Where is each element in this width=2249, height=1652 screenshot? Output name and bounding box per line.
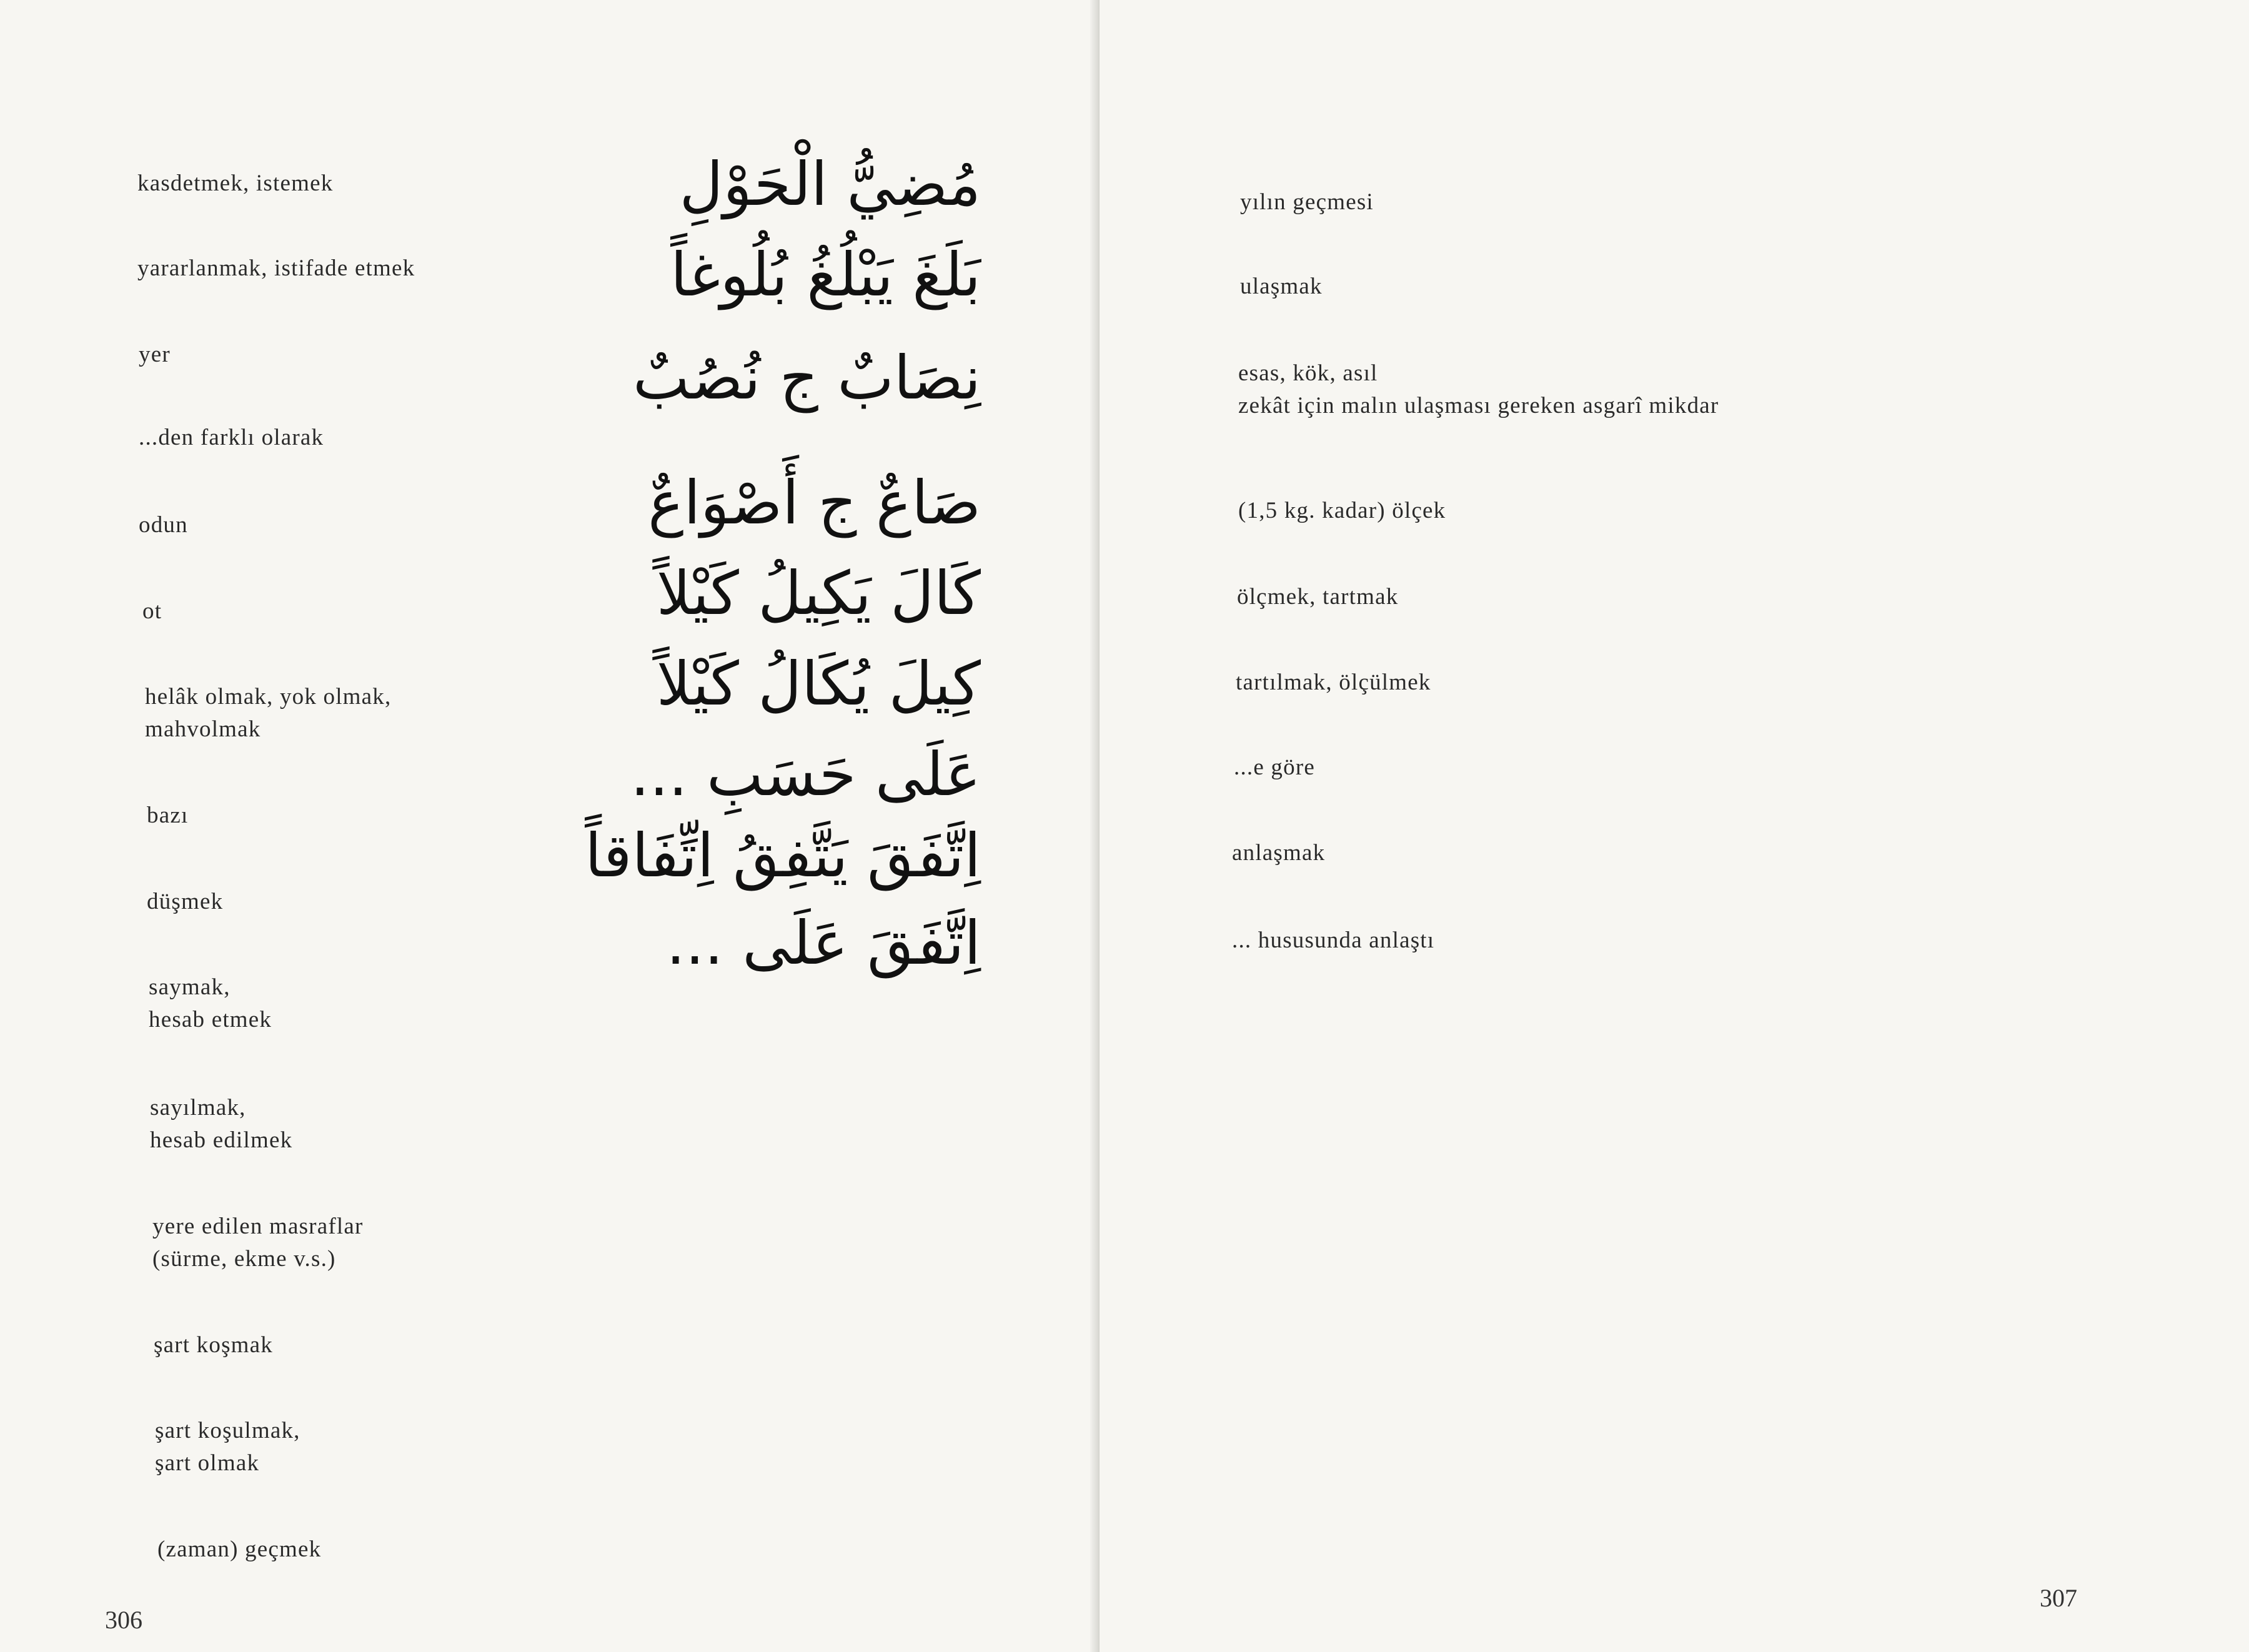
- turkish-meaning: esas, kök, asıl zekât için malın ulaşması gereken asgarî mikdar: [1238, 360, 1719, 418]
- arabic-word: كِيلَ يُكَالُ كَيْلاً: [656, 649, 981, 719]
- turkish-meaning: düşmek: [147, 889, 224, 914]
- turkish-meaning: ...e göre: [1234, 754, 1315, 780]
- arabic-word: نِصَابٌ ج نُصُبٌ: [633, 343, 981, 413]
- turkish-meaning: şart koşulmak, şart olmak: [155, 1418, 300, 1476]
- page-number: 307: [2040, 1584, 2077, 1612]
- turkish-meaning: ... hususunda anlaştı: [1232, 927, 1435, 953]
- turkish-meaning: yılın geçmesi: [1240, 189, 1374, 215]
- turkish-meaning: tartılmak, ölçülmek: [1236, 670, 1431, 695]
- arabic-word: اِتَّفَقَ عَلَى ...: [666, 908, 981, 978]
- arabic-word: اِتَّفَقَ يَتَّفِقُ اِتِّفَاقاً: [585, 821, 981, 891]
- turkish-meaning: (zaman) geçmek: [157, 1536, 322, 1562]
- turkish-meaning: ölçmek, tartmak: [1237, 584, 1399, 610]
- turkish-meaning: ...den farklı olarak: [139, 425, 324, 450]
- turkish-meaning: şart koşmak: [154, 1332, 273, 1358]
- arabic-word: مُضِيُّ الْحَوْلِ: [679, 149, 981, 219]
- turkish-meaning: ulaşmak: [1240, 274, 1323, 299]
- turkish-meaning: yararlanmak, istifade etmek: [137, 255, 415, 281]
- turkish-meaning: helâk olmak, yok olmak, mahvolmak: [145, 684, 392, 742]
- page-number: 306: [105, 1606, 142, 1634]
- turkish-meaning: yere edilen masraflar (sürme, ekme v.s.): [152, 1214, 364, 1272]
- arabic-word: كَالَ يَكِيلُ كَيْلاً: [656, 558, 981, 628]
- turkish-meaning: anlaşmak: [1232, 840, 1326, 866]
- turkish-meaning: odun: [139, 512, 188, 538]
- turkish-meaning: (1,5 kg. kadar) ölçek: [1238, 498, 1446, 523]
- arabic-word: صَاعٌ ج أَصْوَاعٌ: [648, 468, 981, 538]
- right-page: [585, 0, 2249, 1652]
- arabic-word: عَلَى حَسَبِ ...: [630, 739, 981, 809]
- turkish-meaning: kasdetmek, istemek: [137, 171, 334, 196]
- turkish-meaning: ot: [142, 598, 162, 624]
- turkish-meaning: sayılmak, hesab edilmek: [150, 1095, 293, 1153]
- turkish-meaning: yer: [139, 342, 171, 367]
- turkish-meaning: bazı: [147, 803, 189, 828]
- arabic-word: بَلَغَ يَبْلُغُ بُلُوغاً: [670, 240, 981, 310]
- turkish-meaning: saymak, hesab etmek: [149, 974, 272, 1032]
